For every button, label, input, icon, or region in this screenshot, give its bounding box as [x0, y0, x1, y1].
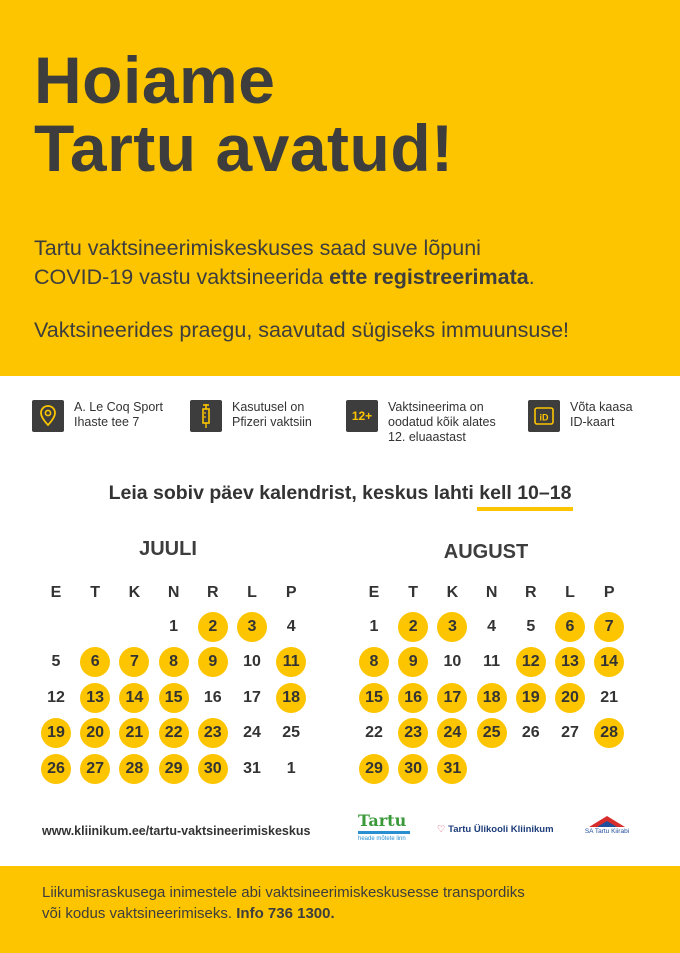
info-age-line-1: Vaktsineerima on [388, 400, 484, 414]
info-age-line-3: 12. eluaastast [388, 430, 466, 444]
calendar-day-open: 28 [119, 754, 149, 784]
kliinikum-logo-text: Tartu Ülikooli Kliinikum [448, 824, 554, 835]
calendar-day: 31 [243, 759, 261, 777]
kliinikum-heart-icon: ♡ [437, 824, 446, 835]
calendar-day-open: 7 [594, 612, 624, 642]
info-location-line-2: Ihaste tee 7 [74, 415, 140, 429]
intro-line-3: Vaktsineerides praegu, saavutad sügiseks immuunsuse! [34, 318, 570, 342]
kiirabi-mountain-icon [585, 814, 629, 828]
calendar-day-open: 20 [555, 683, 585, 713]
calendar-day-open: 9 [398, 647, 428, 677]
footer-line-2-start: või kodus vaktsineerimiseks. [42, 905, 237, 922]
calendar-day-open: 27 [80, 754, 110, 784]
calendar-day-open: 8 [359, 647, 389, 677]
calendar-day-open: 21 [119, 718, 149, 748]
calendar-day-open: 19 [516, 683, 546, 713]
tartu-logo-slogan: heade mõtete linn [358, 836, 406, 842]
calendar-day-open: 28 [594, 718, 624, 748]
info-location-line-1: A. Le Coq Sport [74, 400, 163, 414]
calendar-day-open: 22 [159, 718, 189, 748]
calendar-day: 12 [47, 688, 65, 706]
tartu-logo-text: Tartu [358, 811, 407, 830]
calendar-day-open: 29 [359, 754, 389, 784]
calendar-day: 25 [282, 724, 301, 742]
calendar-day: 10 [443, 653, 462, 671]
opening-hours: kell 10–18 [479, 482, 572, 504]
title-line-1: Hoiame [34, 43, 276, 117]
weekday-header: K [128, 584, 141, 601]
info-id-line-2: ID-kaart [570, 415, 615, 429]
weekday-header: R [525, 584, 537, 601]
kiirabi-logo-text: SA Tartu Kiirabi [584, 828, 630, 835]
age-12-plus-icon: 12+ [346, 400, 378, 432]
weekday-header: E [50, 584, 62, 601]
info-id-line-1: Võta kaasa [570, 400, 633, 414]
weekday-header: L [247, 584, 257, 601]
month-title-july: JUULI [139, 538, 197, 560]
calendar-day-open: 18 [276, 683, 306, 713]
calendar-day-open: 3 [437, 612, 467, 642]
calendar-day-open: 29 [159, 754, 189, 784]
calendar-day-open: 9 [198, 647, 228, 677]
calendar-day: 21 [600, 688, 619, 706]
calendar-day-open: 31 [437, 754, 467, 784]
headline-text: Leia sobiv päev kalendrist, keskus lahti [108, 482, 480, 504]
calendar-day: 27 [561, 724, 579, 742]
footer-line-1: Liikumisraskusega inimestele abi vaktsineerimiskeskusesse transpordiks [42, 884, 525, 901]
calendar-day-open: 6 [555, 612, 585, 642]
weekday-header: T [408, 584, 419, 601]
calendar-day: 10 [243, 653, 261, 671]
calendar-headline [0, 482, 680, 505]
page-title [34, 43, 454, 185]
calendar-day-open: 18 [477, 683, 507, 713]
intro-line-2 [34, 263, 654, 292]
calendar-day-open: 11 [276, 647, 306, 677]
calendar-day-open: 30 [198, 754, 228, 784]
calendar-day-open: 13 [555, 647, 585, 677]
calendar-day-open: 16 [398, 683, 428, 713]
calendar-day: 4 [487, 618, 497, 635]
calendar-day-open: 8 [159, 647, 189, 677]
calendar-day-open: 2 [198, 612, 228, 642]
intro-line-2-start: COVID-19 vastu vaktsineerida [34, 265, 330, 289]
intro-text [34, 234, 654, 292]
title-line-2: Tartu avatud! [34, 111, 454, 185]
calendar-day: 16 [203, 688, 222, 706]
calendar-day: 24 [243, 724, 261, 742]
weekday-header: E [368, 584, 380, 601]
weekday-header: P [285, 584, 297, 601]
calendar-day-next-month: 1 [286, 759, 296, 777]
weekday-header: T [90, 584, 101, 601]
id-card-icon [528, 400, 560, 432]
calendar-day-open: 3 [237, 612, 267, 642]
info-age-line-2: oodatud kõik alates [388, 415, 496, 429]
weekday-header: L [565, 584, 575, 601]
calendar-day-open: 2 [398, 612, 428, 642]
calendar-day-open: 12 [516, 647, 546, 677]
calendar-day-open: 30 [398, 754, 428, 784]
weekday-header: P [603, 584, 615, 601]
calendar-day-open: 15 [159, 683, 189, 713]
tartu-logo-wave [358, 831, 410, 834]
info-row [32, 396, 652, 446]
month-title-august: AUGUST [443, 541, 529, 563]
calendar-day-open: 20 [80, 718, 110, 748]
calendar-day: 1 [169, 618, 179, 635]
calendar-day: 5 [51, 653, 61, 671]
calendar-day-open: 14 [594, 647, 624, 677]
syringe-icon [190, 400, 222, 432]
footer-info-phone: Info 736 1300. [236, 905, 335, 922]
kiirabi-logo [582, 814, 632, 835]
location-pin-icon [32, 400, 64, 432]
calendar-day-open: 15 [359, 683, 389, 713]
calendar-day-open: 23 [198, 718, 228, 748]
intro-line-1: Tartu vaktsineerimiskeskuses saad suve lõpuni [34, 236, 481, 260]
info-vaccine-line-1: Kasutusel on [232, 400, 305, 414]
calendar-day-open: 14 [119, 683, 149, 713]
intro-line-2-end: . [528, 265, 535, 289]
weekday-header: N [485, 584, 498, 601]
weekday-header: R [207, 584, 219, 601]
calendar-day: 11 [483, 653, 501, 671]
calendar-day-open: 6 [80, 647, 110, 677]
calendar-day-open: 26 [41, 754, 71, 784]
calendar-day: 22 [365, 724, 383, 742]
calendar-day-open: 13 [80, 683, 110, 713]
info-vaccine-line-2: Pfizeri vaktsiin [232, 415, 312, 429]
calendar-day-open: 23 [398, 718, 428, 748]
calendar-day: 5 [526, 618, 536, 635]
calendar-day-open: 19 [41, 718, 71, 748]
tartu-logo [358, 812, 420, 846]
calendar-day: 4 [286, 618, 296, 635]
kliinikum-logo [437, 824, 554, 835]
calendar-day-open: 17 [437, 683, 467, 713]
calendar-day: 17 [243, 688, 261, 706]
svg-text:iD: iD [539, 412, 549, 423]
weekday-header: N [167, 584, 180, 601]
calendar-day: 1 [369, 618, 379, 635]
website-url[interactable]: www.kliinikum.ee/tartu-vaktsineerimiskeskus [42, 824, 311, 838]
footer-line-2 [42, 903, 525, 924]
footer-text [42, 882, 525, 924]
calendar-day-open: 24 [437, 718, 467, 748]
intro-line-2-bold: ette registreerimata [329, 265, 529, 289]
calendar-day: 26 [521, 724, 540, 742]
weekday-header: K [446, 584, 459, 601]
calendar-day-open: 7 [119, 647, 149, 677]
calendar-day-open: 25 [477, 718, 507, 748]
